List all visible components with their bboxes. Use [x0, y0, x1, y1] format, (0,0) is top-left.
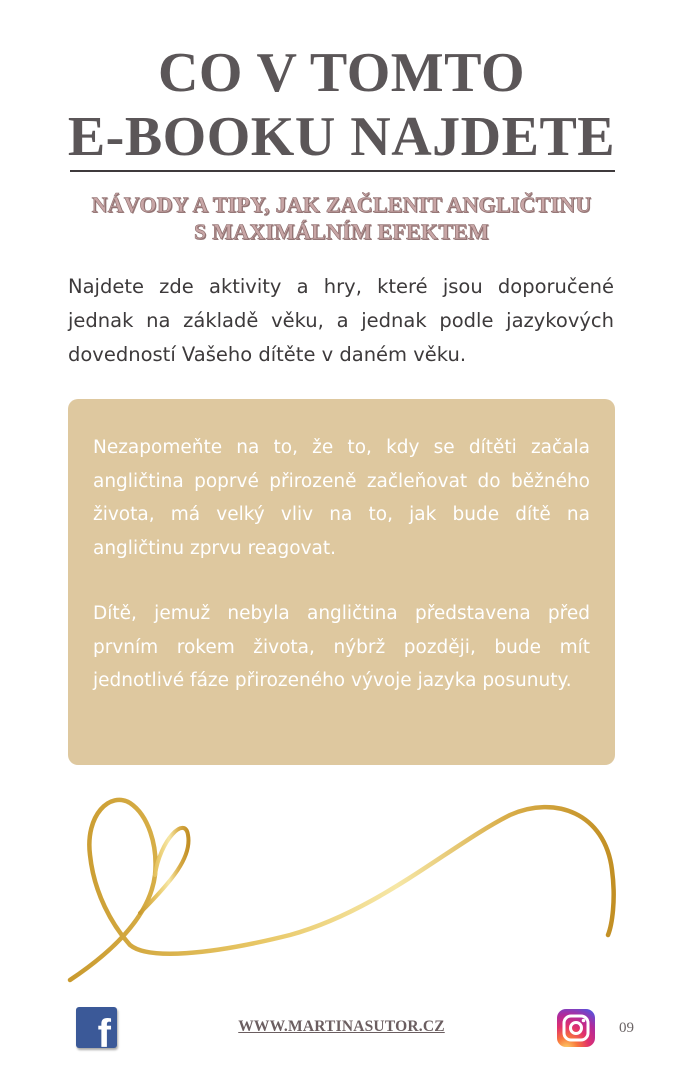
gold-heart-swirl-icon	[60, 785, 630, 995]
page-title-line-1: CO V TOMTO	[157, 42, 526, 104]
note-box	[68, 399, 615, 765]
subtitle-line-2: S MAXIMÁLNÍM EFEKTEM	[194, 219, 489, 244]
intro-paragraph: Najdete zde aktivity a hry, které jsou doporučené jednak na základě věku, a jednak podle jazykových dovedností Vašeho dítěte v daném věku.	[68, 275, 614, 366]
instagram-icon[interactable]	[557, 1009, 595, 1047]
page-title-line-2: E-BOOKU NAJDETE	[67, 106, 616, 168]
website-link[interactable]: WWW.MARTINASUTOR.CZ	[238, 1018, 445, 1035]
facebook-icon[interactable]: f	[76, 1007, 117, 1048]
note-paragraph-1: Nezapomeňte na to, že to, kdy se dítěti začala angličtina poprvé přirozeně začleňovat do běžného života, má velký vliv na to, jak bude dítě na angličtinu zprvu reagovat.	[93, 437, 590, 559]
subtitle-line-1: NÁVODY A TIPY, JAK ZAČLENIT ANGLIČTINU	[91, 192, 592, 217]
title-divider	[70, 170, 615, 172]
page-number: 09	[619, 1020, 634, 1036]
note-paragraph-2: Dítě, jemuž nebyla angličtina představena před prvním rokem života, nýbrž později, bude mít jednotlivé fáze přirozeného vývoje jazyka posunuty.	[93, 603, 590, 691]
